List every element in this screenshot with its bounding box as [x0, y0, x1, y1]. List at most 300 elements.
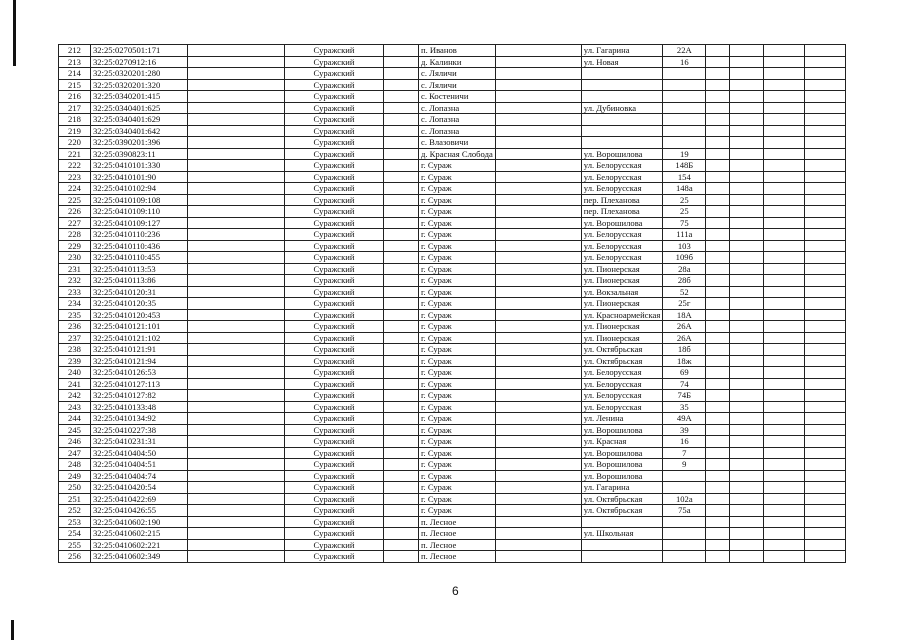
- house-number: [663, 539, 706, 551]
- empty-cell: [730, 505, 764, 517]
- empty-cell: [495, 217, 581, 229]
- empty-cell: [805, 125, 846, 137]
- empty-cell: [730, 148, 764, 160]
- empty-cell: [384, 125, 419, 137]
- street: ул. Вокзальная: [581, 286, 663, 298]
- empty-cell: [706, 459, 730, 471]
- empty-cell: [764, 229, 805, 241]
- empty-cell: [706, 45, 730, 57]
- house-number: [663, 482, 706, 494]
- empty-cell: [384, 252, 419, 264]
- empty-cell: [730, 401, 764, 413]
- settlement: г. Сураж: [419, 505, 496, 517]
- empty-cell: [188, 275, 285, 287]
- empty-cell: [188, 551, 285, 563]
- empty-cell: [495, 240, 581, 252]
- empty-cell: [764, 102, 805, 114]
- district: Суражский: [285, 298, 384, 310]
- house-number: 35: [663, 401, 706, 413]
- empty-cell: [764, 367, 805, 379]
- empty-cell: [188, 539, 285, 551]
- empty-cell: [495, 470, 581, 482]
- district: Суражский: [285, 240, 384, 252]
- empty-cell: [764, 275, 805, 287]
- empty-cell: [706, 68, 730, 80]
- empty-cell: [805, 470, 846, 482]
- empty-cell: [730, 194, 764, 206]
- cadastral-number: 32:25:0410101:90: [91, 171, 188, 183]
- cadastral-number: 32:25:0340401:625: [91, 102, 188, 114]
- street: ул. Пионерская: [581, 321, 663, 333]
- settlement: с. Ляличи: [419, 79, 496, 91]
- empty-cell: [805, 171, 846, 183]
- empty-cell: [384, 413, 419, 425]
- empty-cell: [764, 148, 805, 160]
- district: Суражский: [285, 286, 384, 298]
- empty-cell: [706, 344, 730, 356]
- empty-cell: [188, 309, 285, 321]
- empty-cell: [188, 344, 285, 356]
- empty-cell: [706, 321, 730, 333]
- cadastral-number: 32:25:0390201:396: [91, 137, 188, 149]
- cadastral-number: 32:25:0410227:38: [91, 424, 188, 436]
- street: ул. Ворошилова: [581, 459, 663, 471]
- empty-cell: [805, 551, 846, 563]
- cadastral-number: 32:25:0410120:31: [91, 286, 188, 298]
- cadastral-number: 32:25:0410231:31: [91, 436, 188, 448]
- row-number: 212: [59, 45, 91, 57]
- empty-cell: [706, 436, 730, 448]
- street: ул. Белорусская: [581, 160, 663, 172]
- empty-cell: [495, 390, 581, 402]
- district: Суражский: [285, 171, 384, 183]
- empty-cell: [764, 91, 805, 103]
- scan-edge-mark-bottom: [11, 620, 14, 640]
- house-number: 25: [663, 206, 706, 218]
- district: Суражский: [285, 206, 384, 218]
- row-number: 255: [59, 539, 91, 551]
- settlement: г. Сураж: [419, 447, 496, 459]
- table-row: [59, 378, 846, 390]
- empty-cell: [764, 79, 805, 91]
- empty-cell: [764, 217, 805, 229]
- table-row: [59, 263, 846, 275]
- empty-cell: [730, 137, 764, 149]
- empty-cell: [384, 528, 419, 540]
- row-number: 244: [59, 413, 91, 425]
- district: Суражский: [285, 528, 384, 540]
- empty-cell: [384, 171, 419, 183]
- house-number: 18ж: [663, 355, 706, 367]
- cadastral-number: 32:25:0320201:280: [91, 68, 188, 80]
- cadastral-number: 32:25:0340201:415: [91, 91, 188, 103]
- district: Суражский: [285, 424, 384, 436]
- street: [581, 114, 663, 126]
- settlement: г. Сураж: [419, 263, 496, 275]
- district: Суражский: [285, 160, 384, 172]
- settlement: п. Иванов: [419, 45, 496, 57]
- empty-cell: [730, 436, 764, 448]
- empty-cell: [805, 229, 846, 241]
- empty-cell: [764, 528, 805, 540]
- house-number: 26А: [663, 321, 706, 333]
- table-row: [59, 298, 846, 310]
- empty-cell: [188, 206, 285, 218]
- table-row: [59, 125, 846, 137]
- empty-cell: [764, 171, 805, 183]
- house-number: 18б: [663, 344, 706, 356]
- empty-cell: [805, 424, 846, 436]
- empty-cell: [384, 160, 419, 172]
- row-number: 242: [59, 390, 91, 402]
- empty-cell: [384, 401, 419, 413]
- empty-cell: [764, 114, 805, 126]
- empty-cell: [706, 286, 730, 298]
- empty-cell: [384, 470, 419, 482]
- district: Суражский: [285, 551, 384, 563]
- empty-cell: [730, 125, 764, 137]
- row-number: 238: [59, 344, 91, 356]
- house-number: 69: [663, 367, 706, 379]
- row-number: 226: [59, 206, 91, 218]
- empty-cell: [730, 263, 764, 275]
- empty-cell: [805, 436, 846, 448]
- table-row: [59, 217, 846, 229]
- empty-cell: [805, 332, 846, 344]
- settlement: с. Лопазна: [419, 114, 496, 126]
- table-row: [59, 91, 846, 103]
- empty-cell: [188, 482, 285, 494]
- street: ул. Дубиновка: [581, 102, 663, 114]
- empty-cell: [495, 252, 581, 264]
- house-number: 74: [663, 378, 706, 390]
- empty-cell: [764, 194, 805, 206]
- settlement: с. Костеничи: [419, 91, 496, 103]
- cadastral-number: 32:25:0410113:53: [91, 263, 188, 275]
- empty-cell: [706, 183, 730, 195]
- settlement: с. Влазовичи: [419, 137, 496, 149]
- empty-cell: [384, 493, 419, 505]
- table-row: [59, 252, 846, 264]
- cadastral-number: 32:25:0410127:113: [91, 378, 188, 390]
- table-row: [59, 321, 846, 333]
- district: Суражский: [285, 378, 384, 390]
- empty-cell: [495, 91, 581, 103]
- empty-cell: [188, 286, 285, 298]
- row-number: 216: [59, 91, 91, 103]
- empty-cell: [706, 298, 730, 310]
- cadastral-number: 32:25:0410110:436: [91, 240, 188, 252]
- district: Суражский: [285, 493, 384, 505]
- empty-cell: [706, 137, 730, 149]
- street: [581, 79, 663, 91]
- empty-cell: [384, 367, 419, 379]
- row-number: 249: [59, 470, 91, 482]
- cadastral-number: 32:25:0390823:11: [91, 148, 188, 160]
- table-row: [59, 68, 846, 80]
- table-row: [59, 528, 846, 540]
- empty-cell: [384, 344, 419, 356]
- table-row: [59, 206, 846, 218]
- cadastral-number: 32:25:0410109:127: [91, 217, 188, 229]
- empty-cell: [730, 206, 764, 218]
- empty-cell: [495, 436, 581, 448]
- empty-cell: [188, 68, 285, 80]
- empty-cell: [495, 286, 581, 298]
- empty-cell: [764, 206, 805, 218]
- table-row: [59, 344, 846, 356]
- empty-cell: [495, 321, 581, 333]
- empty-cell: [495, 148, 581, 160]
- settlement: с. Лопазна: [419, 102, 496, 114]
- empty-cell: [764, 459, 805, 471]
- empty-cell: [706, 56, 730, 68]
- street: ул. Школьная: [581, 528, 663, 540]
- empty-cell: [706, 206, 730, 218]
- settlement: с. Ляличи: [419, 68, 496, 80]
- empty-cell: [384, 436, 419, 448]
- table-row: [59, 413, 846, 425]
- empty-cell: [730, 355, 764, 367]
- empty-cell: [805, 401, 846, 413]
- district: Суражский: [285, 56, 384, 68]
- house-number: 148Б: [663, 160, 706, 172]
- row-number: 214: [59, 68, 91, 80]
- empty-cell: [764, 137, 805, 149]
- empty-cell: [706, 390, 730, 402]
- street: ул. Пионерская: [581, 275, 663, 287]
- cadastral-number: 32:25:0320201:320: [91, 79, 188, 91]
- empty-cell: [384, 56, 419, 68]
- empty-cell: [706, 482, 730, 494]
- street: ул. Гагарина: [581, 482, 663, 494]
- empty-cell: [495, 45, 581, 57]
- empty-cell: [730, 447, 764, 459]
- empty-cell: [495, 206, 581, 218]
- empty-cell: [188, 493, 285, 505]
- district: Суражский: [285, 390, 384, 402]
- settlement: г. Сураж: [419, 240, 496, 252]
- district: Суражский: [285, 436, 384, 448]
- settlement: с. Лопазна: [419, 125, 496, 137]
- empty-cell: [188, 183, 285, 195]
- empty-cell: [495, 56, 581, 68]
- cadastral-number: 32:25:0410602:190: [91, 516, 188, 528]
- house-number: 74Б: [663, 390, 706, 402]
- table-row: [59, 194, 846, 206]
- settlement: г. Сураж: [419, 286, 496, 298]
- empty-cell: [384, 102, 419, 114]
- house-number: [663, 79, 706, 91]
- table-row: [59, 436, 846, 448]
- page-number: 6: [452, 584, 459, 598]
- table-row: [59, 137, 846, 149]
- empty-cell: [730, 367, 764, 379]
- street: ул. Ворошилова: [581, 470, 663, 482]
- row-number: 250: [59, 482, 91, 494]
- empty-cell: [706, 171, 730, 183]
- empty-cell: [730, 482, 764, 494]
- empty-cell: [805, 240, 846, 252]
- row-number: 218: [59, 114, 91, 126]
- empty-cell: [706, 493, 730, 505]
- table-row: [59, 102, 846, 114]
- row-number: 236: [59, 321, 91, 333]
- empty-cell: [805, 378, 846, 390]
- empty-cell: [805, 539, 846, 551]
- cadastral-number: 32:25:0410127:82: [91, 390, 188, 402]
- settlement: п. Лесное: [419, 516, 496, 528]
- district: Суражский: [285, 45, 384, 57]
- settlement: г. Сураж: [419, 424, 496, 436]
- empty-cell: [495, 183, 581, 195]
- empty-cell: [188, 114, 285, 126]
- empty-cell: [730, 114, 764, 126]
- row-number: 228: [59, 229, 91, 241]
- house-number: 103: [663, 240, 706, 252]
- empty-cell: [188, 321, 285, 333]
- empty-cell: [495, 424, 581, 436]
- house-number: 16: [663, 56, 706, 68]
- empty-cell: [495, 482, 581, 494]
- settlement: г. Сураж: [419, 298, 496, 310]
- empty-cell: [706, 91, 730, 103]
- settlement: г. Сураж: [419, 309, 496, 321]
- house-number: 7: [663, 447, 706, 459]
- settlement: г. Сураж: [419, 401, 496, 413]
- scan-edge-mark: [13, 0, 16, 66]
- table-row: [59, 470, 846, 482]
- row-number: 230: [59, 252, 91, 264]
- row-number: 237: [59, 332, 91, 344]
- cadastral-number: 32:25:0410121:91: [91, 344, 188, 356]
- street: ул. Красная: [581, 436, 663, 448]
- district: Суражский: [285, 505, 384, 517]
- empty-cell: [805, 459, 846, 471]
- settlement: г. Сураж: [419, 171, 496, 183]
- table-row: [59, 516, 846, 528]
- cadastral-number: 32:25:0410602:349: [91, 551, 188, 563]
- table-row: [59, 447, 846, 459]
- empty-cell: [706, 194, 730, 206]
- row-number: 254: [59, 528, 91, 540]
- table-row: [59, 482, 846, 494]
- empty-cell: [730, 45, 764, 57]
- empty-cell: [706, 275, 730, 287]
- house-number: 52: [663, 286, 706, 298]
- district: Суражский: [285, 321, 384, 333]
- empty-cell: [764, 321, 805, 333]
- district: Суражский: [285, 413, 384, 425]
- empty-cell: [188, 56, 285, 68]
- table-row: [59, 424, 846, 436]
- empty-cell: [188, 378, 285, 390]
- empty-cell: [805, 413, 846, 425]
- cadastral-number: 32:25:0270501:171: [91, 45, 188, 57]
- empty-cell: [730, 390, 764, 402]
- settlement: г. Сураж: [419, 332, 496, 344]
- empty-cell: [805, 275, 846, 287]
- empty-cell: [188, 240, 285, 252]
- empty-cell: [805, 355, 846, 367]
- empty-cell: [730, 240, 764, 252]
- empty-cell: [188, 298, 285, 310]
- empty-cell: [495, 125, 581, 137]
- table-row: [59, 45, 846, 57]
- street: [581, 91, 663, 103]
- street: ул. Октябрьская: [581, 344, 663, 356]
- empty-cell: [706, 125, 730, 137]
- house-number: 154: [663, 171, 706, 183]
- empty-cell: [495, 528, 581, 540]
- cadastral-number: 32:25:0410110:236: [91, 229, 188, 241]
- house-number: [663, 551, 706, 563]
- empty-cell: [764, 240, 805, 252]
- settlement: г. Сураж: [419, 160, 496, 172]
- cadastral-number: 32:25:0410109:108: [91, 194, 188, 206]
- settlement: д. Калинки: [419, 56, 496, 68]
- settlement: г. Сураж: [419, 217, 496, 229]
- empty-cell: [384, 298, 419, 310]
- empty-cell: [730, 413, 764, 425]
- empty-cell: [384, 286, 419, 298]
- district: Суражский: [285, 183, 384, 195]
- house-number: [663, 125, 706, 137]
- row-number: 222: [59, 160, 91, 172]
- empty-cell: [706, 79, 730, 91]
- street: ул. Новая: [581, 56, 663, 68]
- street: ул. Белорусская: [581, 240, 663, 252]
- street: ул. Ворошилова: [581, 447, 663, 459]
- cadastral-number: 32:25:0410126:53: [91, 367, 188, 379]
- empty-cell: [188, 516, 285, 528]
- settlement: г. Сураж: [419, 459, 496, 471]
- empty-cell: [805, 482, 846, 494]
- empty-cell: [730, 160, 764, 172]
- street: ул. Красноармейская: [581, 309, 663, 321]
- cadastral-number: 32:25:0410134:92: [91, 413, 188, 425]
- cadastral-number: 32:25:0410404:50: [91, 447, 188, 459]
- empty-cell: [495, 171, 581, 183]
- house-number: 28б: [663, 275, 706, 287]
- street: ул. Октябрьская: [581, 505, 663, 517]
- empty-cell: [706, 470, 730, 482]
- empty-cell: [730, 286, 764, 298]
- cadastral-number: 32:25:0340401:629: [91, 114, 188, 126]
- cadastral-number: 32:25:0410404:74: [91, 470, 188, 482]
- empty-cell: [495, 413, 581, 425]
- empty-cell: [188, 505, 285, 517]
- empty-cell: [188, 401, 285, 413]
- row-number: 256: [59, 551, 91, 563]
- district: Суражский: [285, 470, 384, 482]
- district: Суражский: [285, 344, 384, 356]
- row-number: 227: [59, 217, 91, 229]
- empty-cell: [764, 252, 805, 264]
- cadastral-number: 32:25:0410120:35: [91, 298, 188, 310]
- settlement: г. Сураж: [419, 378, 496, 390]
- cadastral-number: 32:25:0410113:86: [91, 275, 188, 287]
- street: ул. Белорусская: [581, 390, 663, 402]
- empty-cell: [384, 114, 419, 126]
- empty-cell: [730, 378, 764, 390]
- empty-cell: [706, 263, 730, 275]
- empty-cell: [706, 551, 730, 563]
- empty-cell: [805, 263, 846, 275]
- empty-cell: [495, 160, 581, 172]
- empty-cell: [384, 390, 419, 402]
- empty-cell: [188, 160, 285, 172]
